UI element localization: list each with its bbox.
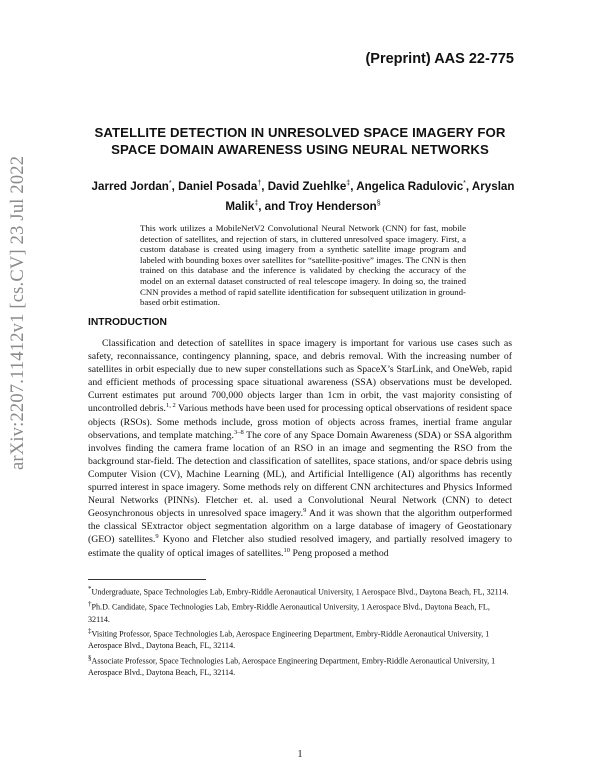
author: David Zuehlke‡,	[267, 179, 357, 193]
abstract: This work utilizes a MobileNetV2 Convolutional Neural Network (CNN) for fast, mobile detection of satellites, and rejection of stars, in cluttered unresolved space imagery. First, a custom database is created using imagery from a synthetic satellite image program and labeled with bounding boxes over satellites for “satellite-positive” images. The CNN is then trained on this database and the inference is validated by checking the accuracy of the model on an external dataset constructed of real telescope imagery. In doing so, the trained CNN provides a method of rapid satellite identification for subsequent utilization in ground-based orbit estimation.	[140, 223, 466, 308]
citation-ref[interactable]: 1, 2	[166, 402, 176, 410]
footnote: §Associate Professor, Space Technologies Lab, Aerospace Engineering Department, Embry-Riddle Aeronautical University, 1 Aerospace Blvd., Daytona Beach, FL, 32114.	[88, 654, 496, 678]
citation-ref[interactable]: 9	[155, 533, 159, 541]
title-line: SATELLITE DETECTION IN UNRESOLVED SPACE IMAGERY FOR	[94, 125, 506, 140]
footnote: †Ph.D. Candidate, Space Technologies Lab, Embry-Riddle Aeronautical University, 1 Aerospace Blvd., Daytona Beach, FL, 32114.	[88, 600, 490, 624]
author: Jarred Jordan*,	[91, 179, 179, 193]
footnotes	[88, 584, 512, 680]
arxiv-stamp: arXiv:2207.11412v1 [cs.CV] 23 Jul 2022	[8, 155, 28, 470]
footnote: ‡Visiting Professor, Space Technologies Lab, Aerospace Engineering Department, Embry-Riddle Aeronautical University, 1 Aerospace Blvd., Daytona Beach, FL, 32114.	[88, 627, 490, 651]
citation-ref[interactable]: 9	[303, 506, 307, 514]
title-line: SPACE DOMAIN AWARENESS USING NEURAL NETWORKS	[111, 142, 489, 157]
citation-ref[interactable]: 10	[283, 546, 290, 554]
author-list	[88, 175, 518, 215]
paper-title	[60, 124, 540, 158]
footnote-divider	[88, 579, 206, 580]
author: Aryslan Malik‡, and	[225, 179, 515, 213]
introduction-paragraph: Classification and detection of satellites in space imagery is important for various use cases such as safety, reconnaissance, contingency planning, space, and debris removal. With the increasing number of satellites in orbit especially due to new super constellations such as SpaceX’s StarLink, and OneWeb, rapid and efficient methods of processing space situational awareness (SSA) observations must be developed. Current estimates put around 700,000 objects larger than 1cm in orbit, the vast majority consisting of uncontrolled debris.$^{1, 2}$ Various methods have been used for processing optical observations of resident space objects (RSOs). Some methods include, gross motion of objects across frames, inertial frame angular observations, and template matching.$^{3-8}$ The core of any Space Domain Awareness (SDA) or SSA algorithm involves finding the camera frame location of an RSO in an image and segmenting the RSO from the background star-field. The detection and classification of satellites, space stations, and/or space debris using Computer Vision (CV), Machine Learning (ML), and Artificial Intelligence (AI) algorithms has recently spurred interest in space imagery. Some methods rely on different CNN architectures and Physics Informed Neural Networks (PINNs). Fletcher et. al. used a Convolutional Neural Network (CNN) to detect Geosynchronous objects in unresolved space imagery.$^9$ And it was shown that the algorithm outperformed the classical SExtractor object segmentation algorithm on a large database of imagery of Geostationary (GEO) satellites.$^9$ Kyono and Fletcher also studied resolved imagery, and partially resolved imagery to estimate the quality of optical images of satellites.$^{10}$ Peng proposed a method	[88, 338, 513, 559]
author: Angelica Radulovic*,	[356, 179, 472, 193]
section-heading-introduction: INTRODUCTION	[88, 317, 167, 328]
author: Daniel Posada†,	[178, 179, 268, 193]
citation-ref[interactable]: 3–8	[233, 428, 244, 436]
author: Troy Henderson§	[288, 199, 381, 213]
footnote: *Undergraduate, Space Technologies Lab, Embry-Riddle Aeronautical University, 1 Aerospace Blvd., Daytona Beach, FL, 32114.	[88, 585, 509, 597]
preprint-label: (Preprint) AAS 22-775	[365, 51, 514, 67]
page-number: 1	[297, 749, 303, 760]
